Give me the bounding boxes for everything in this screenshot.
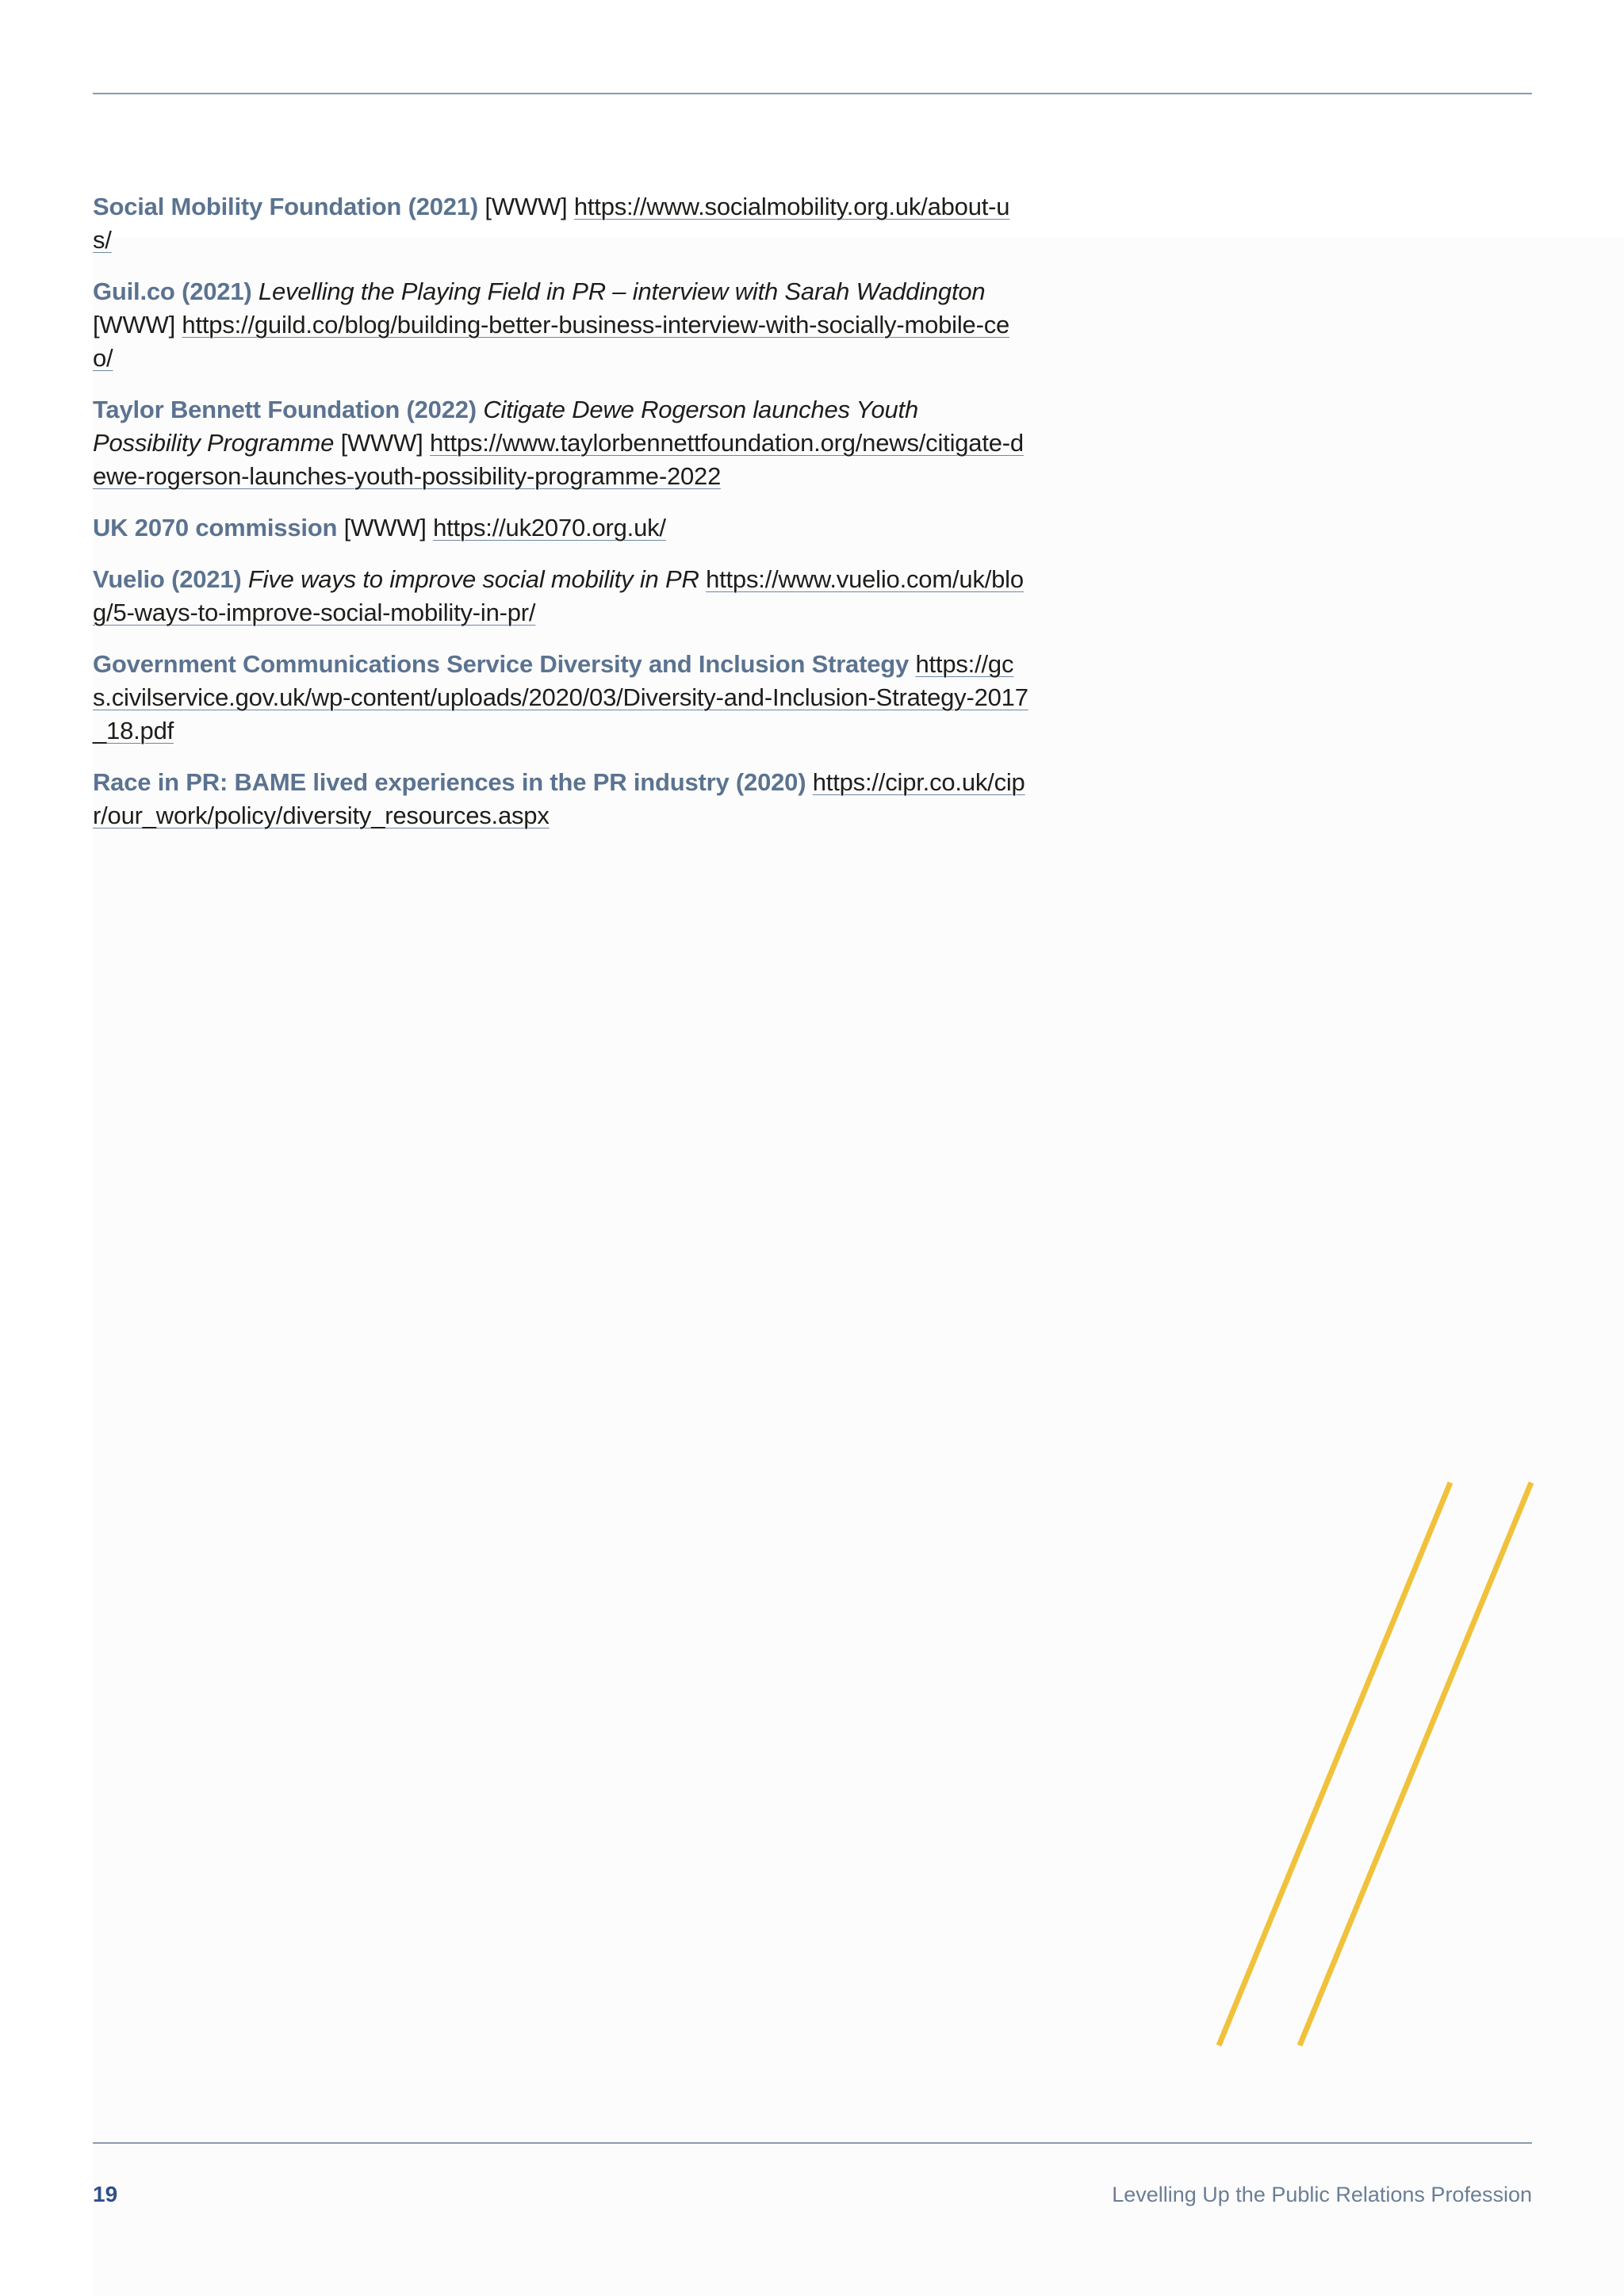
reference-tag (806, 768, 812, 796)
reference-source: UK 2070 commission (93, 514, 338, 541)
reference-item (93, 648, 1028, 748)
reference-link[interactable]: https://cipr.co.uk/cipr/our_work/policy/diversity_resources.aspx (93, 768, 1025, 829)
reference-item (93, 190, 1028, 257)
reference-item (93, 393, 1028, 493)
reference-link[interactable]: https://www.vuelio.com/uk/blog/5-ways-to-improve-social-mobility-in-pr/ (93, 565, 1024, 626)
reference-tag: [WWW] (337, 514, 434, 541)
reference-source: Guil.co (2021) (93, 277, 252, 305)
reference-item (93, 275, 1028, 375)
reference-link[interactable]: https://www.taylorbennettfoundation.org/news/citigate-dewe-rogerson-launches-youth-possibility-programme-2022 (93, 429, 1024, 490)
reference-tag: [WWW] (334, 429, 431, 457)
reference-source: Taylor Bennett Foundation (2022) (93, 396, 477, 423)
reference-link[interactable]: https://guild.co/blog/building-better-business-interview-with-socially-mobile-ceo/ (93, 311, 1010, 372)
page-number: 19 (93, 2182, 118, 2206)
reference-link[interactable]: https://gcs.civilservice.gov.uk/wp-content/uploads/2020/03/Diversity-and-Inclusion-Strategy-2017_18.pdf (93, 650, 1028, 744)
reference-link[interactable]: https://www.socialmobility.org.uk/about-us/ (93, 193, 1010, 254)
reference-tag: [WWW] (93, 311, 182, 339)
footer-document-title: Levelling Up the Public Relations Profession (1112, 2183, 1532, 2206)
reference-list (93, 190, 1028, 851)
reference-source: Vuelio (2021) (93, 565, 242, 593)
reference-item (93, 766, 1028, 832)
reference-source: Government Communications Service Diversity and Inclusion Strategy (93, 650, 910, 678)
reference-title: Five ways to improve social mobility in PR (241, 565, 699, 593)
reference-tag (699, 565, 706, 593)
reference-title: Citigate Dewe Rogerson launches Youth Possibility Programme (93, 396, 918, 457)
reference-source: Social Mobility Foundation (2021) (93, 193, 478, 220)
reference-item (93, 563, 1028, 629)
decorative-stripes (1205, 1479, 1538, 2049)
reference-tag: [WWW] (478, 193, 574, 220)
reference-title: Levelling the Playing Field in PR – interview with Sarah Waddington (251, 277, 986, 305)
reference-source: Race in PR: BAME lived experiences in the PR industry (2020) (93, 768, 806, 796)
reference-link[interactable]: https://uk2070.org.uk/ (433, 514, 666, 541)
top-divider (93, 93, 1532, 94)
bottom-divider (93, 2142, 1532, 2144)
reference-item (93, 511, 1028, 545)
